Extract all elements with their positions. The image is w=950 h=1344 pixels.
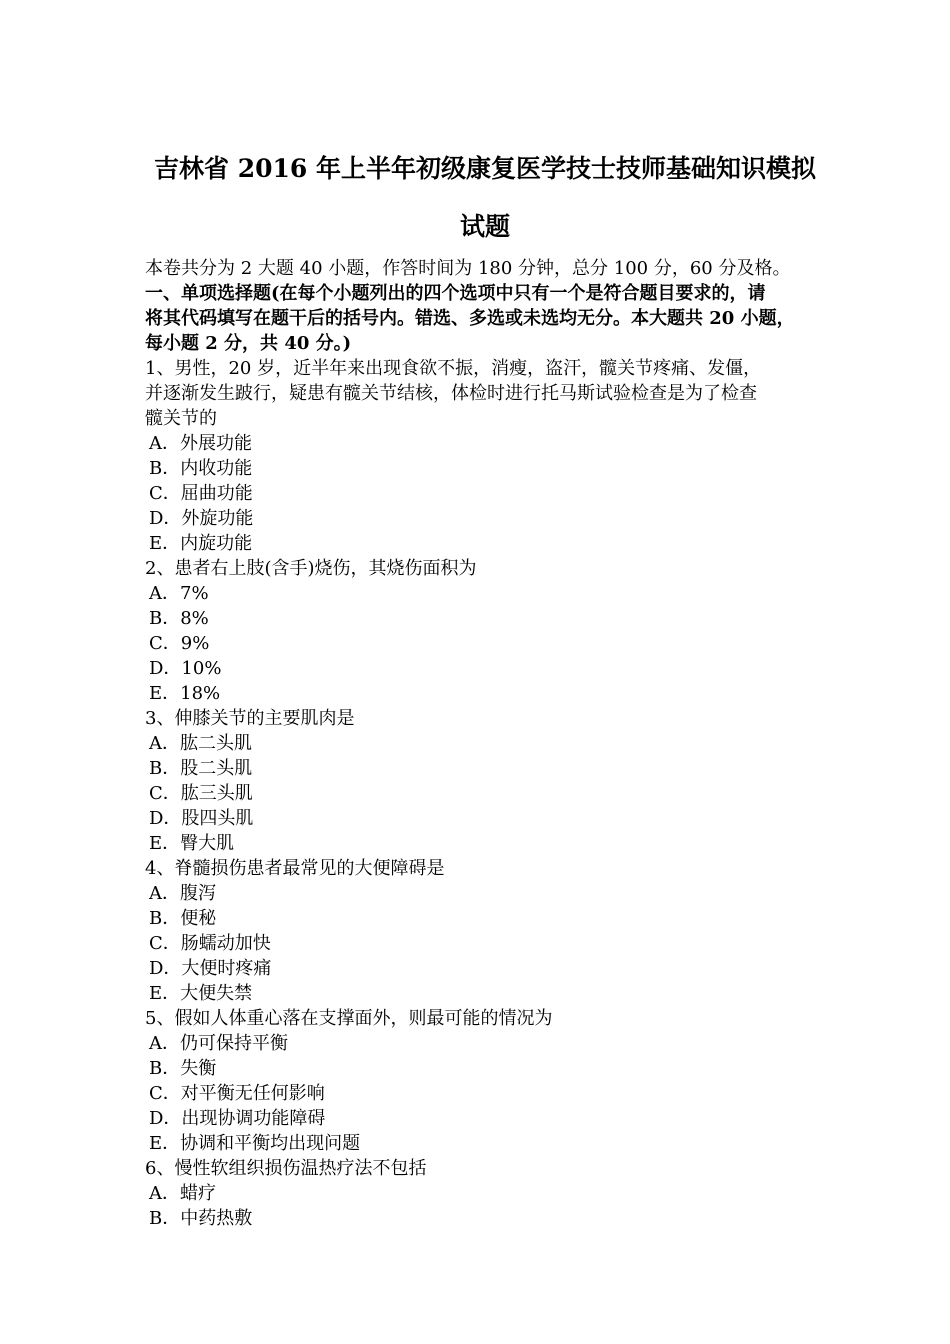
answer-option: E．18%: [149, 683, 221, 704]
answer-option: C．对平衡无任何影响: [149, 1083, 325, 1104]
title-line-1: 吉林省 2016 年上半年初级康复医学技士技师基础知识模拟: [154, 154, 816, 183]
question-stem-line: 6、慢性软组织损伤温热疗法不包括: [145, 1158, 427, 1179]
section-heading-line-2: 将其代码填写在题干后的括号内。错选、多选或未选均无分。本大题共 20 小题，: [145, 308, 795, 329]
answer-option: B．失衡: [149, 1058, 217, 1079]
exam-intro: 本卷共分为 2 大题 40 小题，作答时间为 180 分钟，总分 100 分，60 分及格。: [145, 258, 791, 279]
answer-option: A．仍可保持平衡: [149, 1033, 288, 1054]
answer-option: D．出现协调功能障碍: [149, 1108, 326, 1129]
question-stem-line: 5、假如人体重心落在支撑面外，则最可能的情况为: [145, 1008, 553, 1029]
answer-option: D．股四头肌: [149, 808, 254, 829]
question-stem-line: 3、伸膝关节的主要肌肉是: [145, 708, 355, 729]
answer-option: B．股二头肌: [149, 758, 253, 779]
answer-option: C．屈曲功能: [149, 483, 253, 504]
answer-option: C．9%: [149, 633, 210, 654]
answer-option: B．便秘: [149, 908, 217, 929]
answer-option: A．腹泻: [149, 883, 216, 904]
answer-option: D．10%: [149, 658, 222, 679]
document-title: [145, 140, 825, 256]
question-1: [145, 356, 825, 556]
title-line-2: 试题: [459, 212, 510, 241]
question-stem-line: 1、男性，20 岁，近半年来出现食欲不振，消瘦，盗汗，髋关节疼痛、发僵，: [145, 358, 762, 379]
question-2: [145, 556, 825, 706]
question-stem-line: 髋关节的: [145, 408, 217, 429]
answer-option: C．肱三头肌: [149, 783, 253, 804]
answer-option: E．内旋功能: [149, 533, 253, 554]
answer-option: B．中药热敷: [149, 1208, 253, 1229]
question-5: [145, 1006, 825, 1156]
answer-option: A．蜡疗: [149, 1183, 216, 1204]
answer-option: B．内收功能: [149, 458, 253, 479]
answer-option: A．外展功能: [149, 433, 252, 454]
question-3: [145, 706, 825, 856]
answer-option: E．臀大肌: [149, 833, 235, 854]
answer-option: D．外旋功能: [149, 508, 254, 529]
question-4: [145, 856, 825, 1006]
question-stem-line: 4、脊髓损伤患者最常见的大便障碍是: [145, 858, 445, 879]
question-stem-line: 并逐渐发生跛行，疑患有髋关节结核，体检时进行托马斯试验检查是为了检查: [145, 383, 757, 404]
answer-option: A．肱二头肌: [149, 733, 252, 754]
section-heading-line-1: 一、单项选择题(在每个小题列出的四个选项中只有一个是符合题目要求的，请: [145, 283, 766, 304]
question-stem-line: 2、患者右上肢(含手)烧伤，其烧伤面积为: [145, 558, 477, 579]
document-page: [145, 140, 825, 1231]
answer-option: C．肠蠕动加快: [149, 933, 271, 954]
section-heading: [145, 281, 825, 356]
question-6: [145, 1156, 825, 1231]
answer-option: D．大便时疼痛: [149, 958, 272, 979]
answer-option: E．协调和平衡均出现问题: [149, 1133, 361, 1154]
section-heading-line-3: 每小题 2 分，共 40 分。): [145, 333, 352, 354]
answer-option: A．7%: [149, 583, 209, 604]
answer-option: B．8%: [149, 608, 209, 629]
answer-option: E．大便失禁: [149, 983, 253, 1004]
